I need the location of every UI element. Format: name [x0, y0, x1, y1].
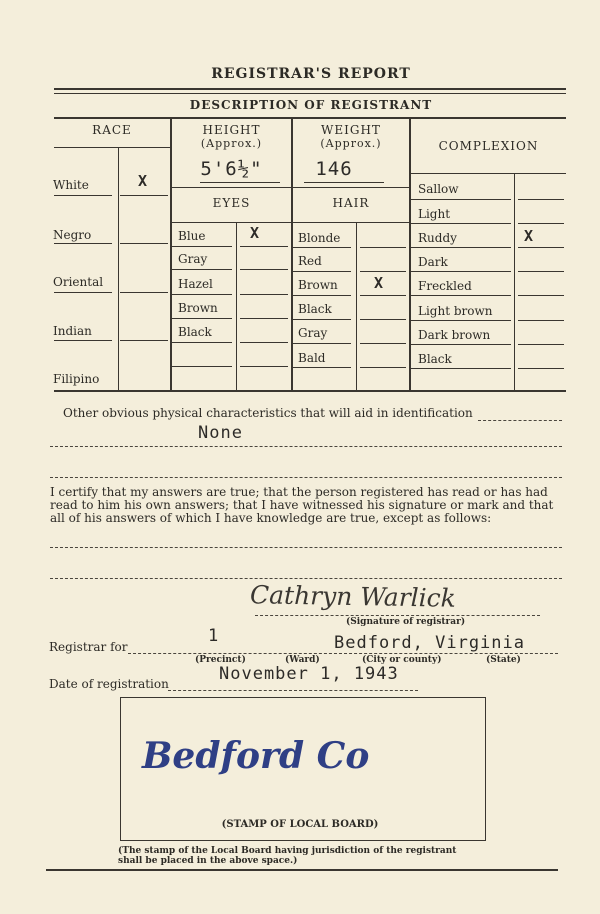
- row-line: [54, 243, 112, 244]
- row-line: [293, 271, 351, 272]
- row-line: [518, 320, 564, 321]
- bottom-rule: [46, 869, 558, 871]
- row-line: [518, 247, 564, 248]
- race-header: RACE: [92, 123, 132, 137]
- eyes-black: Black: [178, 325, 212, 339]
- complexion-sallow: Sallow: [418, 182, 459, 196]
- location-value: Bedford, Virginia: [334, 633, 525, 653]
- registrar-for-label: Registrar for: [49, 640, 128, 654]
- value-underline: [304, 182, 384, 183]
- row-line: [172, 246, 232, 247]
- row-line: [411, 295, 511, 296]
- col-line: [409, 118, 411, 390]
- hair-header: HAIR: [332, 196, 370, 210]
- complexion-freckled: Freckled: [418, 279, 472, 293]
- row-line: [240, 246, 288, 247]
- fill-line: [50, 547, 562, 548]
- fill-line: [50, 446, 562, 447]
- weight-value: 146: [315, 158, 353, 180]
- row-line: [411, 368, 511, 369]
- row-line: [120, 243, 168, 244]
- eyes-header: EYES: [212, 196, 251, 210]
- row-line: [172, 342, 232, 343]
- row-line: [360, 295, 406, 296]
- fill-line: [50, 578, 562, 579]
- eyes-brown: Brown: [178, 301, 218, 315]
- stamp-handwritten: Bedford Co: [142, 735, 370, 777]
- row-line: [240, 342, 288, 343]
- title-rule: [54, 88, 566, 90]
- hair-gray: Gray: [298, 326, 328, 340]
- row-line: [293, 319, 351, 320]
- date-value: November 1, 1943: [219, 664, 399, 684]
- row-line: [120, 195, 168, 196]
- footnote-line-2: shall be placed in the above space.): [118, 856, 298, 866]
- fill-line: [168, 690, 418, 691]
- section-rule: [54, 117, 566, 119]
- certify-line-1: I certify that my answers are true; that the person registered has read or has had: [50, 485, 548, 499]
- row-line: [360, 367, 406, 368]
- race-oriental: Oriental: [53, 275, 104, 289]
- fill-line: [478, 420, 562, 421]
- height-header: HEIGHT: [202, 123, 261, 137]
- row-line: [120, 292, 168, 293]
- race-white: White: [53, 178, 89, 192]
- hair-blonde: Blonde: [298, 231, 341, 245]
- row-line: [411, 173, 566, 174]
- row-line: [54, 195, 112, 196]
- row-line: [120, 340, 168, 341]
- fill-line: [50, 477, 562, 478]
- complexion-ruddy: Ruddy: [418, 231, 457, 245]
- eyes-hazel: Hazel: [178, 277, 213, 291]
- eyes-gray: Gray: [178, 252, 208, 266]
- report-title: REGISTRAR'S REPORT: [211, 66, 411, 82]
- row-line: [172, 187, 409, 188]
- row-line: [172, 222, 409, 223]
- col-line: [236, 223, 237, 390]
- col-line: [118, 147, 119, 390]
- row-line: [360, 343, 406, 344]
- certify-line-2: read to him his own answers; that I have witnessed his signature or mark and that: [50, 498, 554, 512]
- date-label: Date of registration: [49, 677, 169, 691]
- row-line: [411, 271, 511, 272]
- row-line: [54, 292, 112, 293]
- row-line: [293, 367, 351, 368]
- row-line: [411, 199, 511, 200]
- complexion-header: COMPLEXION: [438, 139, 539, 153]
- hair-bald: Bald: [298, 351, 326, 365]
- precinct-value: 1: [208, 626, 220, 646]
- precinct-caption: (Precinct): [195, 655, 246, 665]
- stamp-caption: (STAMP OF LOCAL BOARD): [221, 819, 379, 830]
- row-line: [293, 295, 351, 296]
- row-line: [411, 344, 511, 345]
- row-line: [240, 318, 288, 319]
- title-rule-2: [54, 93, 566, 94]
- value-underline: [200, 182, 280, 183]
- row-line: [172, 294, 232, 295]
- row-line: [240, 366, 288, 367]
- row-line: [360, 271, 406, 272]
- row-line: [172, 269, 232, 270]
- registrar-signature: Cathryn Warlick: [249, 580, 457, 613]
- row-line: [518, 223, 564, 224]
- col-line: [514, 173, 515, 390]
- other-characteristics-value: None: [198, 423, 243, 443]
- race-filipino: Filipino: [53, 372, 100, 386]
- row-line: [518, 199, 564, 200]
- footnote-line-1: (The stamp of the Local Board having jurisdiction of the registrant: [118, 846, 457, 856]
- city-caption: (City or county): [362, 655, 442, 665]
- certify-line-3: all of his answers of which I have knowledge are true, except as follows:: [50, 511, 492, 525]
- eyes-blue-mark: X: [250, 224, 260, 242]
- hair-black: Black: [298, 302, 332, 316]
- fill-line: [128, 653, 558, 654]
- hair-brown-mark: X: [374, 274, 384, 292]
- row-line: [411, 223, 511, 224]
- complexion-dark-brown: Dark brown: [418, 328, 491, 342]
- hair-brown: Brown: [298, 278, 338, 292]
- eyes-blue: Blue: [178, 229, 206, 243]
- race-white-mark: X: [138, 172, 148, 190]
- row-line: [518, 368, 564, 369]
- other-characteristics-label: Other obvious physical characteristics that will aid in identification: [63, 406, 473, 420]
- row-line: [518, 295, 564, 296]
- row-line: [518, 344, 564, 345]
- height-value: 5'6½": [200, 158, 263, 180]
- row-line: [360, 319, 406, 320]
- row-line: [411, 320, 511, 321]
- complexion-dark: Dark: [418, 255, 448, 269]
- row-line: [360, 247, 406, 248]
- row-line: [293, 343, 351, 344]
- race-indian: Indian: [53, 324, 92, 338]
- weight-approx: (Approx.): [320, 137, 382, 150]
- complexion-light-brown: Light brown: [418, 304, 493, 318]
- row-line: [54, 147, 170, 148]
- weight-header: WEIGHT: [321, 123, 381, 137]
- complexion-black: Black: [418, 352, 452, 366]
- signature-line: [255, 615, 540, 616]
- col-line: [356, 223, 357, 390]
- row-line: [240, 269, 288, 270]
- state-caption: (State): [486, 655, 521, 665]
- complexion-light: Light: [418, 207, 451, 221]
- section-title: DESCRIPTION OF REGISTRANT: [189, 98, 433, 112]
- row-line: [172, 318, 232, 319]
- row-line: [293, 247, 351, 248]
- row-line: [54, 340, 112, 341]
- row-line: [240, 294, 288, 295]
- hair-red: Red: [298, 254, 322, 268]
- row-line: [172, 366, 232, 367]
- height-approx: (Approx.): [200, 137, 263, 150]
- ward-caption: (Ward): [285, 655, 320, 665]
- complexion-ruddy-mark: X: [524, 227, 534, 245]
- race-negro: Negro: [53, 228, 92, 242]
- table-bottom-rule: [54, 390, 566, 392]
- signature-caption: (Signature of registrar): [346, 617, 466, 627]
- row-line: [518, 271, 564, 272]
- row-line: [411, 247, 511, 248]
